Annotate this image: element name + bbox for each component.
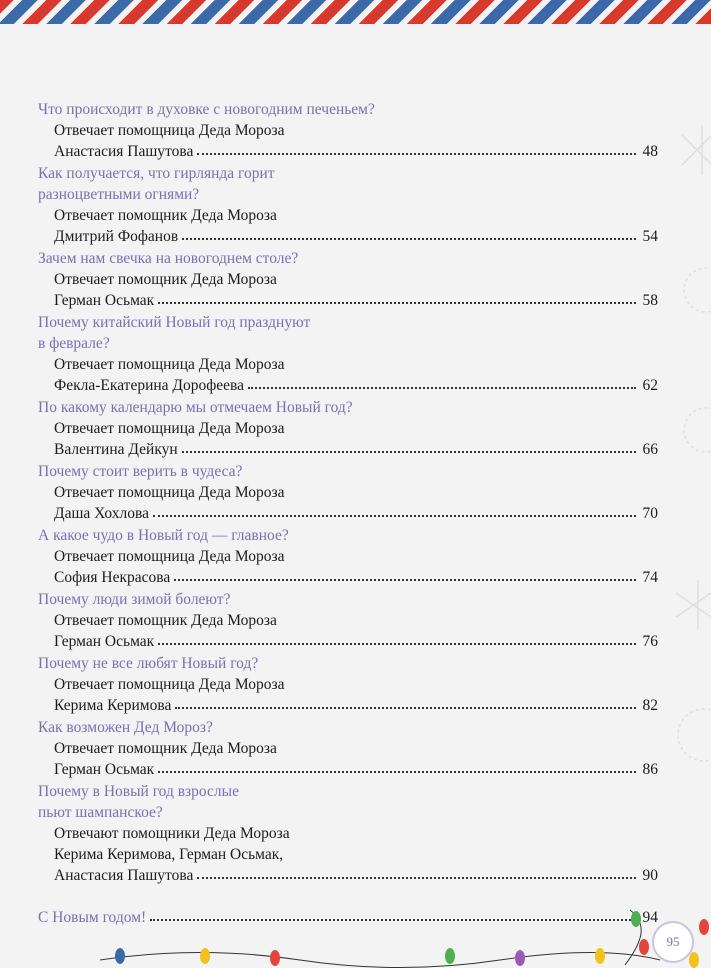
toc-author-line: Отвечает помощник Деда Мороза xyxy=(54,271,277,288)
toc-author-names: Даша Хохлова xyxy=(54,505,149,522)
toc-question: в феврале? xyxy=(38,335,110,352)
toc-author-line: Отвечает помощница Деда Мороза xyxy=(54,420,285,437)
toc-author-names: Анастасия Пашутова xyxy=(54,867,194,884)
toc-author-names: Керима Керимова xyxy=(54,697,172,714)
toc-entry[interactable] xyxy=(38,248,658,311)
toc-question: Почему стоит верить в чудеса? xyxy=(38,463,243,480)
toc-entry[interactable] xyxy=(38,312,658,396)
toc-page-number: 90 xyxy=(642,867,658,884)
dot-leader xyxy=(158,302,636,304)
toc-name-line xyxy=(54,439,658,460)
toc-author-names: Дмитрий Фофанов xyxy=(54,228,179,245)
toc-page-number: 58 xyxy=(642,292,658,309)
toc-author-names: Валентина Дейкун xyxy=(54,441,178,458)
snowflake-icon xyxy=(672,120,711,180)
toc-author-line: Отвечает помощница Деда Мороза xyxy=(54,122,285,139)
toc-author-line: Отвечает помощник Деда Мороза xyxy=(54,740,277,757)
dot-leader xyxy=(197,877,636,879)
toc-name-line xyxy=(54,695,658,716)
toc-author-line: Отвечает помощница Деда Мороза xyxy=(54,676,285,693)
dot-leader xyxy=(248,387,636,389)
toc-question: разноцветными огнями? xyxy=(38,186,200,203)
toc-author-line: Керима Керимова, Герман Осьмак, xyxy=(54,846,284,863)
toc-entry[interactable] xyxy=(38,781,658,886)
toc-name-line xyxy=(54,865,658,886)
toc-name-line xyxy=(54,503,658,524)
dot-leader xyxy=(150,919,638,921)
table-of-contents xyxy=(38,99,658,928)
toc-question: А какое чудо в Новый год — главное? xyxy=(38,527,289,544)
page-number: 95 xyxy=(652,921,694,963)
toc-author-line: Отвечает помощник Деда Мороза xyxy=(54,612,277,629)
toc-entry[interactable] xyxy=(38,653,658,716)
toc-entry[interactable] xyxy=(38,461,658,524)
snowflake-icon xyxy=(668,575,711,635)
toc-author-names: Фекла-Екатерина Дорофеева xyxy=(54,377,245,394)
toc-entry-final[interactable] xyxy=(38,907,658,928)
airmail-border xyxy=(0,0,711,24)
toc-page-number: 74 xyxy=(642,569,658,586)
toc-author-line: Отвечает помощник Деда Мороза xyxy=(54,207,277,224)
toc-name-line xyxy=(54,290,658,311)
toc-name-line xyxy=(54,141,658,162)
toc-author-names: Герман Осьмак xyxy=(54,292,155,309)
toc-name-line xyxy=(54,226,658,247)
toc-entry[interactable] xyxy=(38,397,658,460)
toc-page-number: 94 xyxy=(642,909,658,926)
dot-leader xyxy=(182,238,636,240)
snowflake-icon xyxy=(676,400,711,460)
toc-name-line xyxy=(54,759,658,780)
toc-question: Как возможен Дед Мороз? xyxy=(38,719,213,736)
snowflake-icon xyxy=(676,260,711,320)
toc-page-number: 48 xyxy=(642,143,658,160)
toc-author-names: Герман Осьмак xyxy=(54,761,155,778)
dot-leader xyxy=(197,153,636,155)
bottom-garland-decoration xyxy=(100,940,660,968)
toc-author-line: Отвечает помощница Деда Мороза xyxy=(54,356,285,373)
toc-question: Почему не все любят Новый год? xyxy=(38,655,259,672)
toc-author-names: София Некрасова xyxy=(54,569,171,586)
toc-author-line: Отвечает помощница Деда Мороза xyxy=(54,484,285,501)
toc-question: Почему китайский Новый год празднуют xyxy=(38,314,311,331)
toc-question: Что происходит в духовке с новогодним печеньем? xyxy=(38,101,375,118)
toc-entry[interactable] xyxy=(38,99,658,162)
toc-name-line xyxy=(54,631,658,652)
toc-question: Как получается, что гирлянда горит xyxy=(38,165,275,182)
toc-author-line: Отвечают помощники Деда Мороза xyxy=(54,825,290,842)
toc-page-number: 70 xyxy=(642,505,658,522)
toc-name-line xyxy=(54,375,658,396)
toc-entry[interactable] xyxy=(38,163,658,247)
toc-author-names: Анастасия Пашутова xyxy=(54,143,194,160)
toc-question: Почему в Новый год взрослые xyxy=(38,783,239,800)
toc-name-line xyxy=(54,567,658,588)
toc-question: Зачем нам свечка на новогоднем столе? xyxy=(38,250,299,267)
toc-author-names: Герман Осьмак xyxy=(54,633,155,650)
toc-page-number: 54 xyxy=(642,228,658,245)
toc-entry[interactable] xyxy=(38,717,658,780)
toc-question: По какому календарю мы отмечаем Новый год? xyxy=(38,399,353,416)
dot-leader xyxy=(175,707,636,709)
dot-leader xyxy=(153,515,636,517)
toc-question: пьют шампанское? xyxy=(38,804,163,821)
toc-question: Почему люди зимой болеют? xyxy=(38,591,231,608)
toc-page-number: 62 xyxy=(642,377,658,394)
dot-leader xyxy=(174,579,636,581)
toc-page-number: 76 xyxy=(642,633,658,650)
toc-entry[interactable] xyxy=(38,589,658,652)
toc-page-number: 86 xyxy=(642,761,658,778)
toc-page-number: 66 xyxy=(642,441,658,458)
dot-leader xyxy=(182,451,636,453)
dot-leader xyxy=(158,643,636,645)
toc-author-line: Отвечает помощница Деда Мороза xyxy=(54,548,285,565)
toc-entry[interactable] xyxy=(38,525,658,588)
toc-page-number: 82 xyxy=(642,697,658,714)
snowflake-icon xyxy=(672,700,711,770)
toc-question: С Новым годом! xyxy=(38,909,147,926)
dot-leader xyxy=(158,771,636,773)
